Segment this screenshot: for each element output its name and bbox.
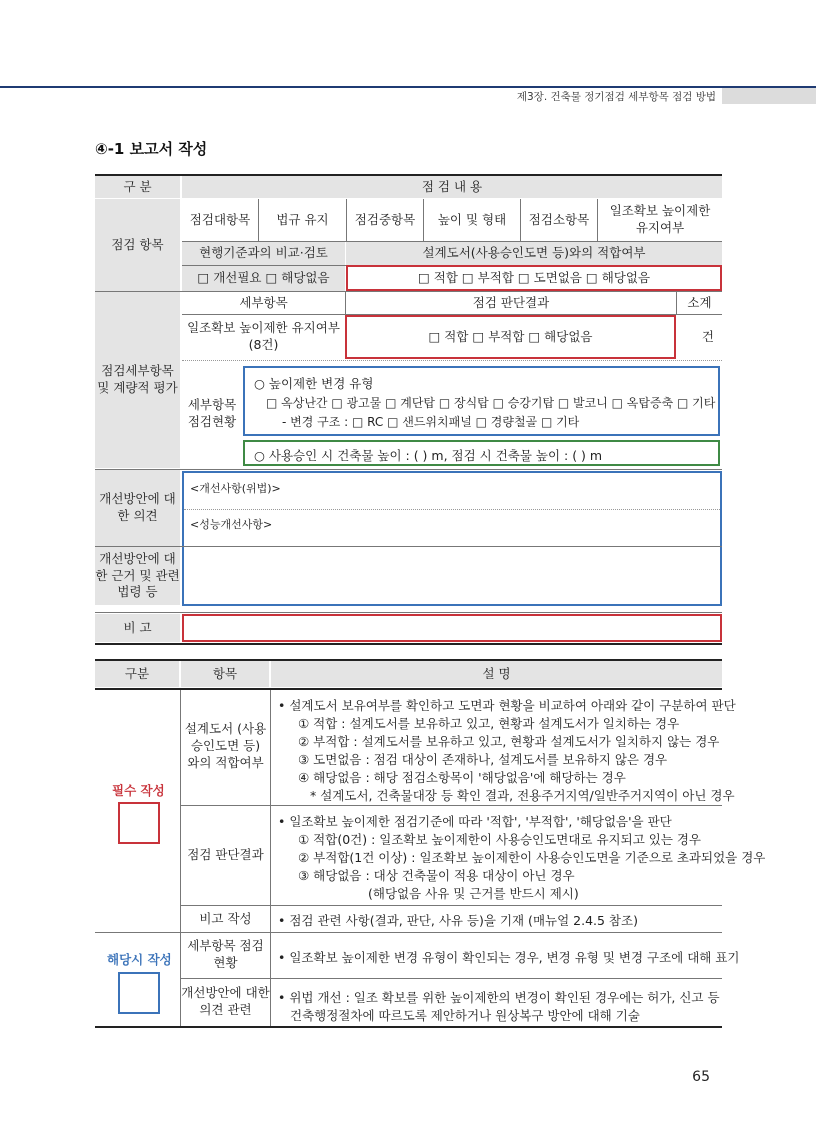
change-structure[interactable]: - 변경 구조 : □ RC □ 샌드위치패널 □ 경량철골 □ 기타: [282, 415, 580, 429]
mid-item-label: 점검중항목: [354, 211, 416, 227]
compare-label: 현행기준과의 비교·검토: [182, 242, 345, 265]
subtotal-unit: 건: [701, 328, 714, 344]
chapter-title: 제3장. 건축물 정기점검 세부항목 점검 방법: [516, 91, 716, 103]
major-item-value: 법규 유지: [276, 211, 329, 227]
height-line: ○ 사용승인 시 건축물 높이 : ( ) m, 점검 시 건축물 높이 : ( ) m: [254, 448, 603, 463]
detail-item-head: 세부항목: [239, 294, 288, 310]
required-legend-box: [118, 802, 160, 844]
change-type-options[interactable]: □ 옥상난간 □ 광고물 □ 계단탑 □ 장식탑 □ 승강기탑 □ 발코니 □ 옥탑증축 □ 기타: [266, 396, 716, 410]
guide-line: ① 적합(0건) : 일조확보 높이제한이 사용승인도면대로 유지되고 있는 경우: [298, 832, 702, 847]
guide-line: ② 부적합 : 설계도서를 보유하고 있고, 현황과 설계도서가 일치하지 않는 경우: [298, 734, 720, 749]
header-tab: [722, 88, 816, 104]
guide-line: * 설계도서, 건축물대장 등 확인 결과, 전용주거지역/일반주거지역이 아닌 경우: [310, 788, 735, 803]
subtotal-head: 소계: [687, 294, 712, 310]
guide-line: • 점검 관련 사항(결과, 판단, 사유 등)을 기재 (매뉴얼 2.4.5 참조): [278, 913, 638, 928]
guide-line: ① 적합 : 설계도서를 보유하고 있고, 현황과 설계도서가 일치하는 경우: [298, 716, 680, 731]
guide-line: ③ 도면없음 : 점검 대상이 존재하나, 설계도서를 보유하지 않은 경우: [298, 752, 668, 767]
optional-label: 해당시 작성: [107, 952, 172, 967]
divider: [270, 690, 271, 1027]
guide-line: ② 부적합(1건 이상) : 일조확보 높이제한이 사용승인도면을 기준으로 초과되었을 경우: [298, 850, 766, 865]
form-col-content: 점 검 내 용: [182, 176, 722, 198]
guide-item-result: 점검 판단결과: [187, 846, 264, 862]
guide-line: • 일조확보 높이제한 변경 유형이 확인되는 경우, 변경 유형 및 변경 구조에 대해 표기: [278, 950, 740, 965]
guide-line: (해당없음 사유 및 근거를 반드시 제시): [368, 886, 579, 901]
guide-item-opinion: 개선방안에 대한 의견 관련: [181, 985, 270, 1017]
row-rule: [95, 469, 722, 470]
opinion-performance: <성능개선사항>: [190, 518, 273, 531]
guide-line: ④ 해당없음 : 해당 점검소항목이 '해당없음'에 해당하는 경우: [298, 770, 626, 785]
section-title: ④-1 보고서 작성: [95, 140, 208, 158]
row-rule: [95, 546, 722, 547]
mid-item-value: 높이 및 형태: [437, 211, 507, 227]
guide-line: • 설계도서 보유여부를 확인하고 도면과 현황을 비교하여 아래와 같이 구분하여 판단: [278, 698, 736, 713]
required-label: 필수 작성: [112, 783, 165, 798]
detail-eval-label: 점검세부항목 및 계량적 평가: [95, 292, 180, 468]
conform-options[interactable]: □ 적합 □ 부적합 □ 도면없음 □ 해당없음: [417, 269, 651, 285]
status-label: 세부항목 점검현황: [187, 397, 237, 429]
optional-legend-box: [118, 972, 160, 1014]
guide-item-remarks: 비고 작성: [199, 910, 252, 926]
detail-result-options[interactable]: □ 적합 □ 부적합 □ 해당없음: [428, 328, 593, 344]
major-item-label: 점검대항목: [189, 211, 251, 227]
opinion-violation: <개선사항(위법)>: [190, 482, 281, 495]
basis-label: 개선방안에 대한 근거 및 관련법령 등: [95, 547, 180, 605]
guide-line: • 위법 개선 : 일조 확보를 위한 높이제한의 변경이 확인된 경우에는 허가, 신고 등: [278, 990, 720, 1005]
change-type-title: ○ 높이제한 변경 유형: [254, 376, 374, 391]
detail-item-name: 일조확보 높이제한 유지여부 (8건): [187, 320, 340, 352]
conform-label: 설계도서(사용승인도면 등)와의 적합여부: [346, 242, 722, 265]
opinion-label: 개선방안에 대한 의견: [95, 470, 180, 546]
remarks-highlight-box: [182, 614, 722, 642]
compare-options[interactable]: □ 개선필요 □ 해당없음: [182, 266, 345, 291]
guide-col-item: 항목: [181, 661, 269, 687]
guide-item-status: 세부항목 점검 현황: [187, 938, 264, 970]
form-col-gubun: 구 분: [95, 176, 180, 198]
guide-line: ③ 해당없음 : 대상 건축물이 적용 대상이 아닌 경우: [298, 868, 575, 883]
row-rule: [182, 360, 722, 361]
guide-col-gubun: 구분: [95, 661, 179, 687]
row-rule: [184, 509, 720, 510]
guide-line: • 일조확보 높이제한 점검기준에 따라 '적합', '부적합', '해당없음'을 판단: [278, 814, 672, 829]
guide-col-desc: 설 명: [271, 661, 722, 687]
page-number: 65: [692, 1069, 710, 1085]
minor-item-label: 점검소항목: [528, 211, 590, 227]
form-bottom-rule: [95, 643, 722, 645]
row-rule: [95, 612, 722, 613]
guide-bottom-rule: [95, 1026, 722, 1028]
remarks-label: 비 고: [95, 614, 180, 642]
minor-item-value: 일조확보 높이제한 유지여부: [609, 203, 711, 235]
guide-item-conform: 설계도서 (사용승인도면 등) 와의 적합여부: [184, 721, 267, 770]
inspection-item-label: 점검 항목: [95, 199, 180, 291]
header-rule: [0, 86, 816, 88]
guide-line: 건축행정절차에 따르도록 제안하거나 원상복구 방안에 대해 기술: [290, 1008, 640, 1023]
result-head: 점검 판단결과: [472, 294, 550, 310]
